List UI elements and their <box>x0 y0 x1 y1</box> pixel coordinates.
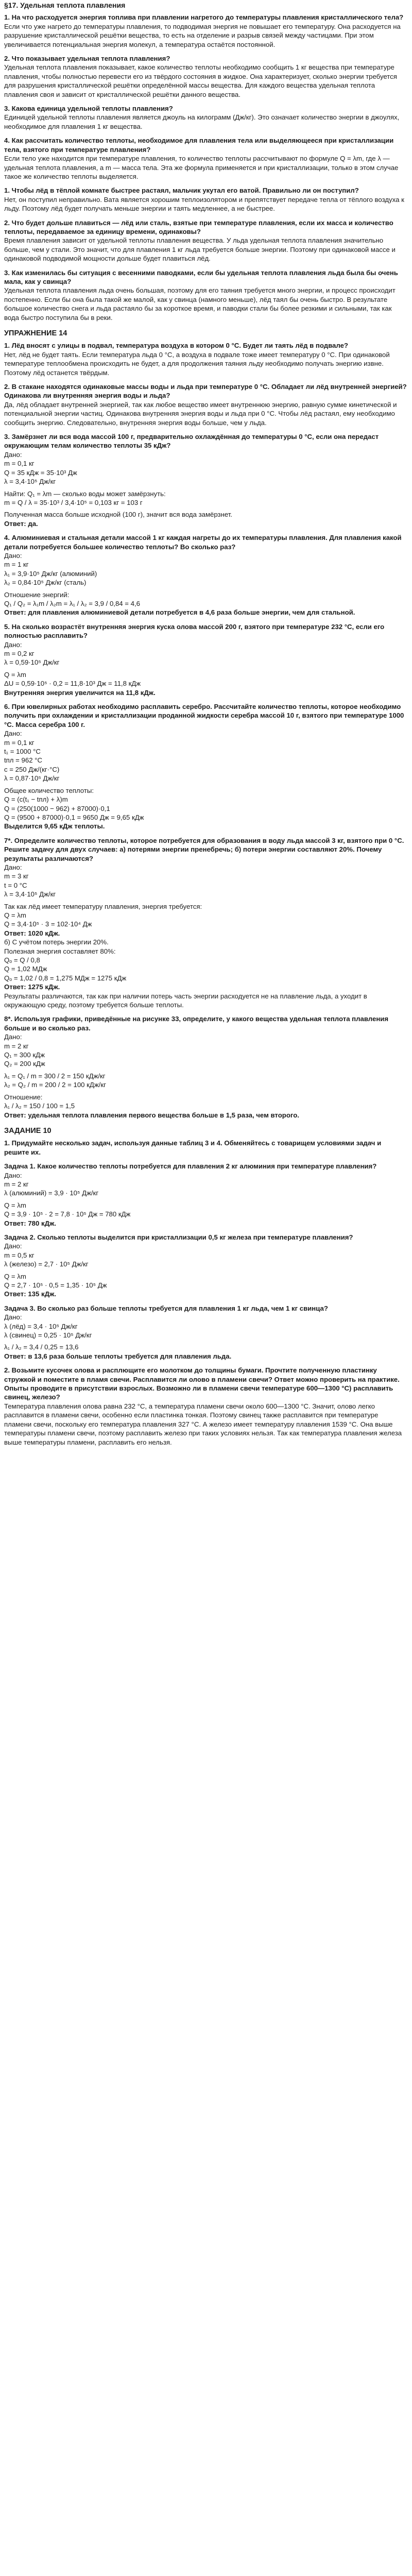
question: 2. В стакане находятся одинаковые массы воды и льда при температуре 0 °С. Обладает ли лёд внутренней энергией? Одинакова ли внутренняя энергия воды и льда? <box>4 383 407 400</box>
solution-line: λ (алюминий) = 3,9 · 10⁵ Дж/кг <box>4 1189 99 1197</box>
solution-line: Q = 1,02 МДж <box>4 965 47 973</box>
solution-line: Q = λm <box>4 670 26 679</box>
answer: Ответ: 135 кДж. <box>4 1290 56 1298</box>
solution-line: Дано: <box>4 1171 22 1179</box>
solution-line: λ₂ = 0,84·10⁵ Дж/кг (сталь) <box>4 579 87 587</box>
question: Задача 3. Во сколько раз больше теплоты требуется для плавления 1 кг льда, чем 1 кг свинца? <box>4 1304 328 1312</box>
solution-line: λ (лёд) = 3,4 · 10⁵ Дж/кг <box>4 1322 78 1330</box>
solution-line: m = 1 кг <box>4 561 29 569</box>
solution-line: Дано: <box>4 1242 22 1250</box>
solution-line: Дано: <box>4 1313 22 1321</box>
solution-line: m = 0,1 кг <box>4 738 35 747</box>
solution-line: t₁ = 1000 °С <box>4 748 41 756</box>
section-heading: УПРАЖНЕНИЕ 14 <box>4 329 67 337</box>
answer-paragraph: Время плавления зависит от удельной теплоты плавления вещества. У льда удельная теплота плавления значительно больше, чем у стали. Это значит, что для плавления 1 кг льда требуется больше энергии. Поэтому при одинаковой массе и одинаковой подводимой мощности дольше будет плавиться лёд. <box>4 236 396 263</box>
section-heading: ЗАДАНИЕ 10 <box>4 1126 52 1135</box>
question: 6. При ювелирных работах необходимо расплавить серебро. Рассчитайте количество теплоты, которое необходимо получить при охлаждении и кристаллизации проданной жидкости серебра массой 10 г, взятого при температуре 1000 °С. Масса серебра 100 г. <box>4 703 404 728</box>
answer-paragraph: Результаты различаются, так как при наличии потерь часть энергии расходуется не на плавление льда, а уходит в окружающую среду, поэтому требуется больше теплоты. <box>4 992 367 1009</box>
page-title: §17. Удельная теплота плавления <box>4 1 126 9</box>
solution-line: Дано: <box>4 551 22 560</box>
solution-line: Дано: <box>4 1033 22 1041</box>
solution-line: m = 0,5 кг <box>4 1251 35 1259</box>
question: 2. Возьмите кусочек олова и расплющите его молотком до толщины бумаги. Прочтите полученную пластинку стружкой и поместите в пламя свечи. Расплавится ли олово в пламени свечи? Ответ можно проверить на практике. Опыты проводите в присутствии взрослых. Возможно ли в пламени свечи температуре 600—1300 °С) расплавить свинец, железо? <box>4 1366 400 1401</box>
solution-line: λ₁ = 3,9·10⁵ Дж/кг (алюминий) <box>4 569 97 578</box>
question: Задача 1. Какое количество теплоты потребуется для плавления 2 кг алюминия при температуре плавления? <box>4 1162 377 1171</box>
solution-line: tпл = 962 °С <box>4 756 42 765</box>
answer-paragraph: Удельная теплота плавления льда очень большая, поэтому для его таяния требуется много энергии, и процесс происходит постепенно. Если бы она была такой же малой, как у свинца (намного меньше), лёд таял бы очень быстро. В результате большое количество снега и льда растаяло бы за короткое время, и паводки стали бы более резкими и сильными, так как вода быстро поступила бы в реки. <box>4 286 396 321</box>
answer: Ответ: для плавления алюминиевой детали потребуется в 4,6 раза больше энергии, чем для стальной. <box>4 608 355 617</box>
answer-paragraph: Если что уже нагрето до температуры плавления, то подводимая энергия не повышает его температуру. Она расходуется на разрушение кристаллической решётки вещества, то есть на отделение и разрыв связей между частицами. При этом увеличивается потенциальная энергия молекул, а температура остаётся постоянной. <box>4 22 401 48</box>
solution-line: Q = (9500 + 87000)·0,1 = 9650 Дж = 9,65 кДж <box>4 813 144 821</box>
solution-line: λ₁ = Q₁ / m = 300 / 2 = 150 кДж/кг <box>4 1072 106 1080</box>
solution-line: Q₂ = 200 кДж <box>4 1060 45 1068</box>
question: 1. Придумайте несколько задач, используя данные таблиц 3 и 4. Обменяйтесь с товарищем условиями задач и решите их. <box>4 1139 382 1156</box>
qa-block <box>4 702 407 831</box>
solution-line: m = Q / λ = 35·10³ / 3,4·10⁵ = 0,103 кг = 103 г <box>4 498 143 506</box>
answer-paragraph: Температура плавления олова равна 232 °С, а температура пламени свечи около 600—1300 °С. Значит, олово легко расплавится в пламени свечи, особенно если пластинка тонкая. Поэтому свинец также расплавится при температуре пламени свечи, поскольку его температура плавления 327 °С. А железо имеет температуру плавления 1539 °С. Она выше температуры пламени свечи, поэтому расплавить железо при таких условиях нельзя. Так как температура плавления железа выше температуры пламени, расплавить его нельзя. <box>4 1402 402 1446</box>
solution-line: Q = (c(t₁ − tпл) + λ)m <box>4 795 68 804</box>
qa-block <box>4 329 407 377</box>
answer: Ответ: 1275 кДж. <box>4 983 60 991</box>
question: 3. Как изменилась бы ситуация с весенними паводками, если бы удельная теплота плавления льда была бы очень мала, как у свинца? <box>4 268 398 285</box>
solution-line: m = 2 кг <box>4 1180 29 1188</box>
solution-line: m = 3 кг <box>4 872 29 880</box>
answer: Ответ: да. <box>4 519 38 528</box>
solution-line: λ = 3,4·10⁵ Дж/кг <box>4 478 56 486</box>
qa-block <box>4 104 407 131</box>
blocks-container <box>4 13 407 1447</box>
solution-line: Дано: <box>4 730 22 738</box>
qa-block <box>4 1014 407 1119</box>
answer: Ответ: в 13,6 раза больше теплоты требуется для плавления льда. <box>4 1352 232 1360</box>
solution-line: б) С учётом потерь энергии 20%. <box>4 938 109 946</box>
solution-line: Дано: <box>4 450 22 459</box>
solution-line: Найти: Q₁ = λm — сколько воды может замёрзнуть: <box>4 489 166 498</box>
solution-line: Дано: <box>4 640 22 649</box>
answer: Ответ: 1020 кДж. <box>4 929 60 937</box>
answer-paragraph: Если тело уже находится при температуре плавления, то количество теплоты рассчитывают по формуле Q = λm, где λ — удельная теплота плавления, а m — масса тела. Эта же формула применяется и при кристаллизации, только в этом случае такое же количество теплоты выделяется. <box>4 155 399 180</box>
qa-block <box>4 218 407 263</box>
solution-line: Q₁ = 300 кДж <box>4 1051 45 1059</box>
answer-paragraph: Удельная теплота плавления показывает, какое количество теплоты необходимо сообщить 1 кг вещества при температуре плавления, чтобы полностью перевести его из твёрдого состояния в жидкое. Она характеризует, сколько энергии требуется для разрушения кристаллической решётки определённой массы вещества. Для каждого вещества удельная теплота плавления своя и зависит от кристаллической решётки данного вещества. <box>4 63 397 98</box>
solution-line: λ₁ / λ₂ = 3,4 / 0,25 = 13,6 <box>4 1343 79 1351</box>
question: 1. Чтобы лёд в тёплой комнате быстрее растаял, мальчик укутал его ватой. Правильно ли он поступил? <box>4 187 359 195</box>
qa-block <box>4 136 407 181</box>
solution-line: λ (железо) = 2,7 · 10⁵ Дж/кг <box>4 1260 89 1268</box>
answer-paragraph: Нет, он поступил неправильно. Вата является хорошим теплоизолятором и препятствует передаче тепла от тёплого воздуха к льду. Поэтому лёд будет получать меньше энергии и таять медленнее, а не быстрее. <box>4 195 404 213</box>
question: 4. Алюминиевая и стальная детали массой 1 кг каждая нагреты до их температуры плавления. Для плавления какой детали потребуется большее количество теплоты? Во сколько раз? <box>4 534 402 551</box>
solution-line: λ₂ = Q₂ / m = 200 / 2 = 100 кДж/кг <box>4 1081 106 1089</box>
answer: Внутренняя энергия увеличится на 11,8 кДж. <box>4 688 156 697</box>
solution-line: Общее количество теплоты: <box>4 786 94 794</box>
solution-line: Полученная масса больше исходной (100 г), значит вся вода замёрзнет. <box>4 511 233 519</box>
solution-line: ΔU = 0,59·10⁵ · 0,2 = 11,8·10³ Дж = 11,8 кДж <box>4 680 141 688</box>
solution-line: Q = 3,9 · 10⁵ · 2 = 7,8 · 10⁵ Дж = 780 кДж <box>4 1210 131 1218</box>
qa-block <box>4 382 407 427</box>
qa-block <box>4 432 407 528</box>
qa-block <box>4 836 407 1010</box>
answer-paragraph: Единицей удельной теплоты плавления является джоуль на килограмм (Дж/кг). Это означает количество энергии в джоулях, необходимое для плавления 1 кг вещества. <box>4 113 400 130</box>
question: 3. Какова единица удельной теплоты плавления? <box>4 105 173 113</box>
qa-block <box>4 622 407 697</box>
answer: Ответ: удельная теплота плавления первого вещества больше в 1,5 раза, чем второго. <box>4 1111 299 1119</box>
solution-line: λ (свинец) = 0,25 · 10⁵ Дж/кг <box>4 1331 92 1340</box>
qa-block <box>4 1233 407 1299</box>
question: Задача 2. Сколько теплоты выделится при кристаллизации 0,5 кг железа при температуре плавления? <box>4 1233 353 1241</box>
qa-block <box>4 1304 407 1361</box>
qa-block <box>4 533 407 617</box>
qa-block <box>4 54 407 99</box>
solution-line: Q = λm <box>4 1201 26 1209</box>
solution-line: λ = 0,59·10⁵ Дж/кг <box>4 658 60 667</box>
qa-block <box>4 268 407 322</box>
solution-line: Q = (250(1000 − 962) + 87000)·0,1 <box>4 804 110 812</box>
solution-line: Полезная энергия составляет 80%: <box>4 947 116 955</box>
question: 1. Лёд вносят с улицы в подвал, температура воздуха в котором 0 °С. Будет ли таять лёд в подвале? <box>4 342 348 350</box>
solution-line: λ₁ / λ₂ = 150 / 100 = 1,5 <box>4 1102 75 1110</box>
qa-block <box>4 13 407 49</box>
solution-line: Так как лёд имеет температуру плавления, энергия требуется: <box>4 902 202 910</box>
answer: Ответ: 780 кДж. <box>4 1219 56 1227</box>
solution-line: Отношение: <box>4 1093 43 1101</box>
answer: Выделится 9,65 кДж теплоты. <box>4 822 105 831</box>
solution-line: Qₒ = Q / 0,8 <box>4 956 40 964</box>
question: 5. На сколько возрастёт внутренняя энергия куска олова массой 200 г, взятого при температуре 232 °С, если его полностью расплавить? <box>4 622 385 640</box>
solution-line: Дано: <box>4 863 22 871</box>
question: 3. Замёрзнет ли вся вода массой 100 г, предварительно охлаждённая до температуры 0 °С, если она передаст окружающим телам количество теплоты 35 кДж? <box>4 433 379 450</box>
question: 2. Что будет дольше плавиться — лёд или сталь, взятые при температуре плавления, если их масса и количество теплоты, передаваемое за единицу времени, одинаковы? <box>4 218 393 235</box>
question: 2. Что показывает удельная теплота плавления? <box>4 55 170 63</box>
question: 1. На что расходуется энергия топлива при плавлении нагретого до температуры плавления кристаллического тела? <box>4 13 404 22</box>
question: 4. Как рассчитать количество теплоты, необходимое для плавления тела или выделяющееся при кристаллизации тела, взятого при температуре плавления? <box>4 137 394 154</box>
solution-line: m = 0,2 кг <box>4 650 35 657</box>
answer-paragraph: Да, лёд обладает внутренней энергией, так как любое вещество имеет внутреннюю энергию, равную сумме кинетической и потенциальной энергии частиц. Одинакова внутренняя энергия воды и льда при 0 °С. Чтобы лёд растаял, ему необходимо сообщить энергию. Следовательно, внутренняя энергия воды больше, чем у льда. <box>4 400 397 427</box>
question: 8*. Используя графики, приведённые на рисунке 33, определите, у какого вещества удельная теплота плавления больше и во сколько раз. <box>4 1015 389 1032</box>
solution-line: с = 250 Дж/(кг·°С) <box>4 765 60 773</box>
qa-block <box>4 1366 407 1447</box>
solution-line: Q = 3,4·10⁵ · 3 = 102·10⁴ Дж <box>4 920 92 928</box>
question: 7*. Определите количество теплоты, которое потребуется для образования в воду льда массой 3 кг, взятого при 0 °С. Решите задачу для двух случаев: а) потерями энергии пренебречь; б) потери энергии составляют 20%. Почему результаты различаются? <box>4 836 404 862</box>
solution-line: m = 0,1 кг <box>4 460 35 468</box>
solution-line: Q₁ / Q₂ = λ₁m / λ₂m = λ₁ / λ₂ = 3,9 / 0,84 = 4,6 <box>4 599 140 607</box>
solution-line: λ = 0,87·10⁵ Дж/кг <box>4 774 60 783</box>
solution-line: Q = λm <box>4 1272 26 1280</box>
solution-line: Отношение энергий: <box>4 590 70 599</box>
qa-block <box>4 1162 407 1228</box>
solution-line: t = 0 °С <box>4 881 27 889</box>
solution-line: m = 2 кг <box>4 1042 29 1050</box>
solution-line: λ = 3,4·10⁵ Дж/кг <box>4 890 56 899</box>
solution-line: Q = 35 кДж = 35·10³ Дж <box>4 468 77 477</box>
solution-line: Qₒ = 1,02 / 0,8 = 1,275 МДж = 1275 кДж <box>4 974 127 982</box>
qa-block <box>4 186 407 213</box>
solution-line: Q = 2,7 · 10⁵ · 0,5 = 1,35 · 10⁵ Дж <box>4 1281 107 1289</box>
qa-block <box>4 1127 407 1157</box>
answer-paragraph: Нет, лёд не будет таять. Если температура льда 0 °С, а воздуха в подвале тоже имеет температуру 0 °С. При одинаковой температуре теплообмена происходить не будет, а для продолжения таяния льду необходимо получать энергию извне. Поэтому лёд останется твёрдым. <box>4 350 390 377</box>
solution-line: Q = λm <box>4 911 26 919</box>
